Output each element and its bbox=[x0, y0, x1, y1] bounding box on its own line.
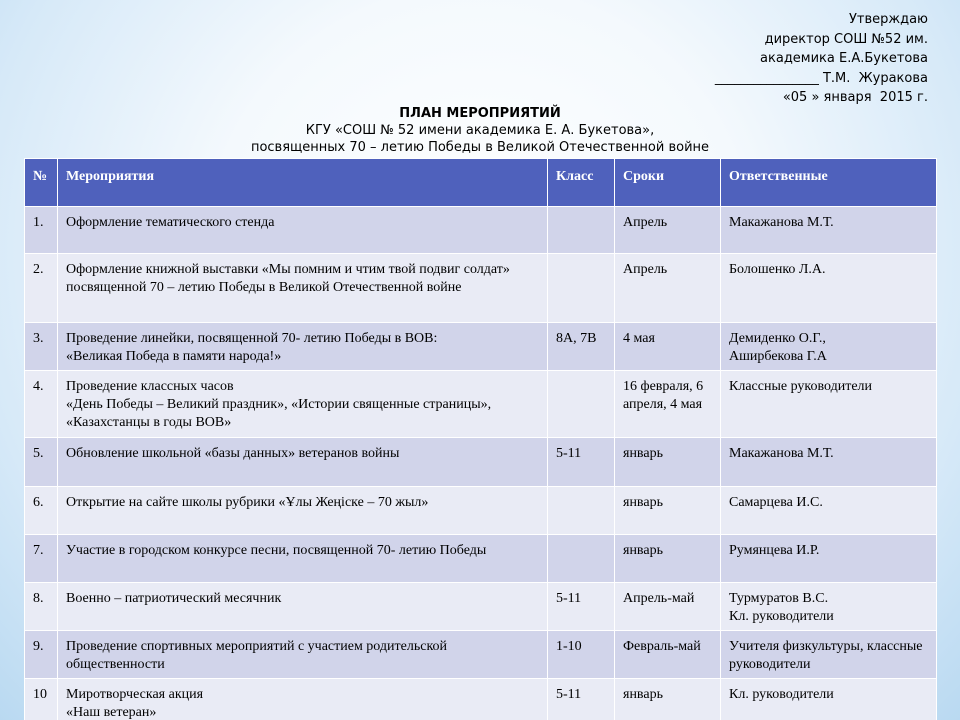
approval-line: «05 » января 2015 г. bbox=[782, 90, 928, 105]
document-subtitle: посвященных 70 – летию Победы в Великой Отечественной войне bbox=[250, 140, 710, 155]
cell-num: 9. bbox=[25, 631, 58, 679]
cell-class bbox=[548, 207, 615, 254]
document-heading bbox=[0, 105, 960, 156]
cell-dates: январь bbox=[615, 535, 721, 583]
cell-dates: Апрель-май bbox=[615, 583, 721, 631]
cell-event: Проведение линейки, посвященной 70- летию Победы в ВОВ: «Великая Победа в памяти народа!» bbox=[58, 323, 548, 371]
cell-event: Миротворческая акция «Наш ветеран» bbox=[58, 679, 548, 720]
table-header-row bbox=[25, 159, 937, 207]
document-subtitle: КГУ «СОШ № 52 имени академика Е. А. Букетова», bbox=[305, 123, 655, 138]
cell-num: 3. bbox=[25, 323, 58, 371]
table-row bbox=[25, 438, 937, 487]
header-num: № bbox=[25, 159, 58, 207]
cell-class: 5-11 bbox=[548, 438, 615, 487]
cell-event: Оформление тематического стенда bbox=[58, 207, 548, 254]
table-row bbox=[25, 631, 937, 679]
cell-responsible: Болошенко Л.А. bbox=[721, 254, 937, 323]
cell-num: 7. bbox=[25, 535, 58, 583]
cell-responsible: Учителя физкультуры, классные руководители bbox=[721, 631, 937, 679]
cell-responsible: Кл. руководители bbox=[721, 679, 937, 720]
cell-class bbox=[548, 487, 615, 535]
cell-responsible: Классные руководители bbox=[721, 371, 937, 438]
table-row bbox=[25, 487, 937, 535]
cell-event: Участие в городском конкурсе песни, посвященной 70- летию Победы bbox=[58, 535, 548, 583]
cell-event: Обновление школьной «базы данных» ветеранов войны bbox=[58, 438, 548, 487]
cell-num: 2. bbox=[25, 254, 58, 323]
cell-num: 8. bbox=[25, 583, 58, 631]
cell-responsible: Макажанова М.Т. bbox=[721, 207, 937, 254]
cell-class: 1-10 bbox=[548, 631, 615, 679]
cell-event: Проведение классных часов «День Победы – Великий праздник», «Истории священные страницы», «Казахстанцы в годы ВОВ» bbox=[58, 371, 548, 438]
cell-responsible: Турмуратов В.С. Кл. руководители bbox=[721, 583, 937, 631]
cell-event: Оформление книжной выставки «Мы помним и чтим твой подвиг солдат» посвященной 70 – летию Победы в Великой Отечественной войне bbox=[58, 254, 548, 323]
approval-line: Утверждаю bbox=[848, 12, 928, 27]
table-row bbox=[25, 254, 937, 323]
cell-event: Открытие на сайте школы рубрики «Ұлы Жеңіске – 70 жыл» bbox=[58, 487, 548, 535]
document-title: ПЛАН МЕРОПРИЯТИЙ bbox=[399, 106, 561, 121]
cell-responsible: Макажанова М.Т. bbox=[721, 438, 937, 487]
cell-num: 5. bbox=[25, 438, 58, 487]
table-row bbox=[25, 207, 937, 254]
cell-dates: 16 февраля, 6 апреля, 4 мая bbox=[615, 371, 721, 438]
header-event: Мероприятия bbox=[58, 159, 548, 207]
cell-responsible: Демиденко О.Г., Аширбекова Г.А bbox=[721, 323, 937, 371]
cell-class bbox=[548, 254, 615, 323]
cell-class: 8А, 7В bbox=[548, 323, 615, 371]
header-responsible: Ответственные bbox=[721, 159, 937, 207]
cell-dates: Апрель bbox=[615, 207, 721, 254]
cell-num: 1. bbox=[25, 207, 58, 254]
cell-dates: январь bbox=[615, 487, 721, 535]
cell-event: Военно – патриотический месячник bbox=[58, 583, 548, 631]
cell-responsible: Румянцева И.Р. bbox=[721, 535, 937, 583]
approval-line: ________________ Т.М. Журакова bbox=[714, 70, 928, 86]
approval-line: академика Е.А.Букетова bbox=[760, 51, 928, 66]
cell-dates: 4 мая bbox=[615, 323, 721, 371]
cell-num: 4. bbox=[25, 371, 58, 438]
cell-dates: Апрель bbox=[615, 254, 721, 323]
cell-responsible: Самарцева И.С. bbox=[721, 487, 937, 535]
cell-dates: январь bbox=[615, 679, 721, 720]
table-row bbox=[25, 679, 937, 720]
table-row bbox=[25, 583, 937, 631]
cell-dates: январь bbox=[615, 438, 721, 487]
cell-dates: Февраль-май bbox=[615, 631, 721, 679]
table-row bbox=[25, 323, 937, 371]
cell-class bbox=[548, 535, 615, 583]
cell-event: Проведение спортивных мероприятий с участием родительской общественности bbox=[58, 631, 548, 679]
header-class: Класс bbox=[548, 159, 615, 207]
table-row bbox=[25, 371, 937, 438]
cell-class: 5-11 bbox=[548, 679, 615, 720]
events-table bbox=[24, 158, 937, 720]
cell-class: 5-11 bbox=[548, 583, 615, 631]
approval-block bbox=[715, 10, 928, 108]
table-row bbox=[25, 535, 937, 583]
header-dates: Сроки bbox=[615, 159, 721, 207]
cell-class bbox=[548, 371, 615, 438]
cell-num: 10 bbox=[25, 679, 58, 720]
cell-num: 6. bbox=[25, 487, 58, 535]
approval-line: директор СОШ №52 им. bbox=[764, 31, 928, 47]
